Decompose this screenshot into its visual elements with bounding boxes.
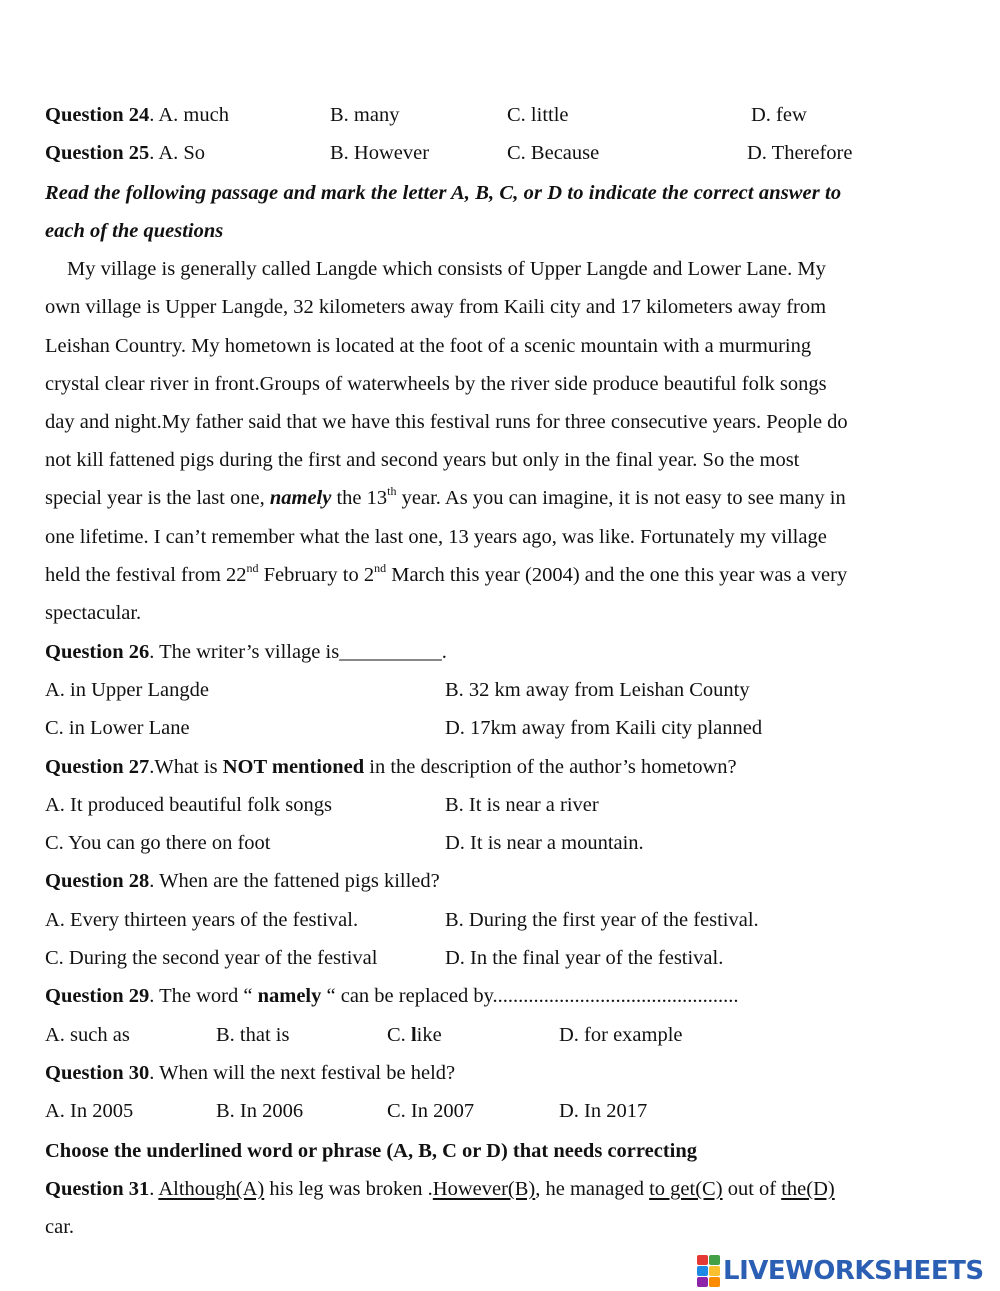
underlined-d: the(D)	[781, 1178, 835, 1200]
option-c: C. During the second year of the festival	[45, 947, 378, 969]
passage-line: not kill fattened pigs during the first and second years but only in the final year. So the most	[45, 449, 800, 471]
option-b: B. In 2006	[216, 1100, 304, 1122]
question-30	[45, 1061, 455, 1085]
option-b: B. many	[330, 104, 400, 126]
liveworksheets-logo	[697, 1255, 984, 1287]
question-27: Question 27.What is NOT mentioned in the description of the author’s hometown?	[45, 756, 737, 778]
question-24	[45, 103, 229, 127]
option-d: D. It is near a mountain.	[445, 832, 644, 854]
question-label: Question 30	[45, 1062, 150, 1084]
question-29: Question 29. The word “ namely “ can be replaced by................................................	[45, 985, 739, 1007]
reading-instruction: Read the following passage and mark the letter A, B, C, or D to indicate the correct answer to	[45, 182, 842, 204]
passage-line: held the festival from 22nd February to 2nd March this year (2004) and the one this year was a very	[45, 561, 848, 586]
passage-line: special year is the last one, namely the 13th year. As you can imagine, it is not easy to see many in	[45, 484, 846, 509]
option-b: B. However	[330, 142, 430, 164]
question-label: Question 27	[45, 756, 150, 778]
reading-instruction-cont: each of the questions	[45, 220, 224, 242]
option-a: . A. much	[149, 104, 229, 126]
option-d: D. Therefore	[747, 142, 853, 164]
passage-line: Leishan Country. My hometown is located at the foot of a scenic mountain with a murmuring	[45, 335, 812, 357]
namely-word: namely	[269, 487, 332, 509]
option-a: A. such as	[45, 1024, 130, 1046]
option-d: D. few	[751, 104, 807, 126]
question-text: . When will the next festival be held?	[149, 1062, 456, 1084]
option-c: C. in Lower Lane	[45, 717, 190, 739]
option-b: B. It is near a river	[445, 794, 599, 816]
question-25	[45, 141, 205, 165]
liveworksheets-logo-text: LIVEWORKSHEETS	[723, 1256, 984, 1286]
error-identification-instruction: Choose the underlined word or phrase (A, B, C or D) that needs correcting	[45, 1140, 697, 1162]
question-label: Question 29	[45, 985, 150, 1007]
option-d: D. In 2017	[559, 1100, 648, 1122]
passage-line: spectacular.	[45, 602, 142, 624]
question-text: . The writer’s village is__________.	[149, 641, 447, 663]
question-label: Question 31	[45, 1178, 150, 1200]
passage-line: My village is generally called Langde which consists of Upper Langde and Lower Lane. My	[67, 258, 826, 280]
question-text: . When are the fattened pigs killed?	[149, 870, 440, 892]
option-b: B. 32 km away from Leishan County	[445, 679, 750, 701]
underlined-c: to get(C)	[649, 1178, 723, 1200]
option-a: . A. So	[149, 142, 206, 164]
question-label: Question 26	[45, 641, 150, 663]
option-a: A. in Upper Langde	[45, 679, 209, 701]
underlined-a: Although(A)	[158, 1178, 265, 1200]
question-label: Question 24	[45, 104, 150, 126]
passage-line: one lifetime. I can’t remember what the last one, 13 years ago, was like. Fortunately my village	[45, 526, 827, 548]
option-b: B. that is	[216, 1024, 290, 1046]
option-d: D. for example	[559, 1024, 683, 1046]
passage-line: own village is Upper Langde, 32 kilometers away from Kaili city and 17 kilometers away from	[45, 296, 827, 318]
option-d: D. 17km away from Kaili city planned	[445, 717, 763, 739]
question-31-cont: car.	[45, 1216, 75, 1238]
passage-line: day and night.My father said that we have this festival runs for three consecutive years. People do	[45, 411, 848, 433]
option-b: B. During the first year of the festival.	[445, 909, 759, 931]
question-label: Question 28	[45, 870, 150, 892]
underlined-b: However(B)	[432, 1178, 536, 1200]
question-28	[45, 869, 440, 893]
liveworksheets-logo-icon	[697, 1255, 720, 1287]
option-c: C. You can go there on foot	[45, 832, 271, 854]
option-a: A. Every thirteen years of the festival.	[45, 909, 359, 931]
option-c: C. In 2007	[387, 1100, 475, 1122]
option-a: A. It produced beautiful folk songs	[45, 794, 332, 816]
option-c: C. little	[507, 104, 569, 126]
option-d: D. In the final year of the festival.	[445, 947, 724, 969]
option-c: C. Because	[507, 142, 600, 164]
passage-line: crystal clear river in front.Groups of waterwheels by the river side produce beautiful folk songs	[45, 373, 827, 395]
option-c: C. like	[387, 1024, 442, 1046]
question-31: Question 31. Although(A) his leg was broken .However(B), he managed to get(C) out of the(D)	[45, 1178, 835, 1200]
question-26	[45, 640, 447, 664]
option-a: A. In 2005	[45, 1100, 134, 1122]
question-label: Question 25	[45, 142, 150, 164]
